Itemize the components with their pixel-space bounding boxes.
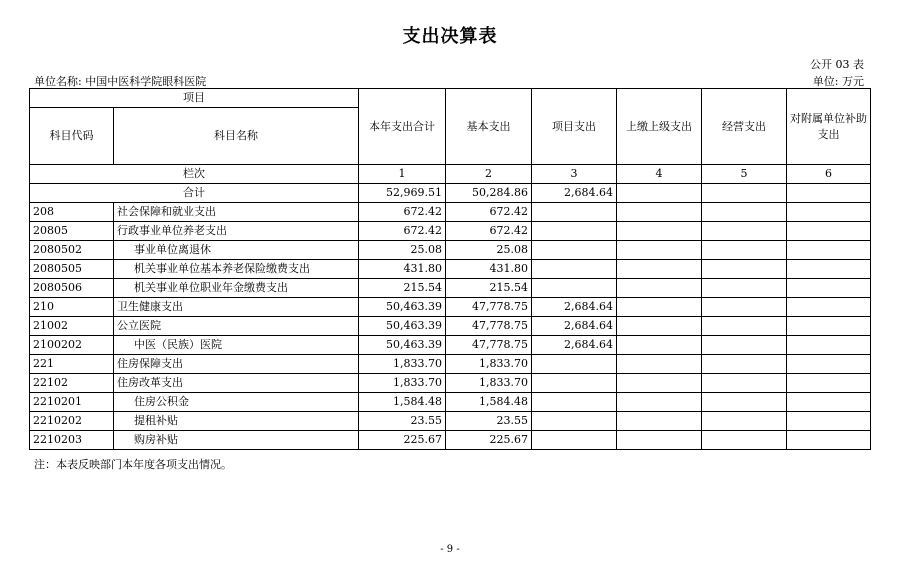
business-cell xyxy=(702,279,787,298)
total-row xyxy=(30,184,871,203)
subsidy-cell xyxy=(787,279,871,298)
header-subsidy: 对附属单位补助支出 xyxy=(787,89,871,165)
name-cell: 卫生健康支出 xyxy=(114,298,359,317)
item-cell xyxy=(532,393,617,412)
basic-cell: 47,778.75 xyxy=(446,298,532,317)
item-cell xyxy=(532,355,617,374)
item-cell xyxy=(532,412,617,431)
total-cell: 50,463.39 xyxy=(359,317,446,336)
name-cell: 住房改革支出 xyxy=(114,374,359,393)
item-cell xyxy=(532,279,617,298)
subsidy-cell xyxy=(787,412,871,431)
table-row xyxy=(30,203,871,222)
item-cell: 2,684.64 xyxy=(532,336,617,355)
header-total: 本年支出合计 xyxy=(359,89,446,165)
upper-cell xyxy=(617,336,702,355)
table-row xyxy=(30,260,871,279)
item-cell xyxy=(532,260,617,279)
upper-cell xyxy=(617,374,702,393)
table-row xyxy=(30,222,871,241)
expenditure-table xyxy=(29,88,871,450)
code-cell: 2100202 xyxy=(30,336,114,355)
upper-cell xyxy=(617,184,702,203)
subsidy-cell xyxy=(787,336,871,355)
code-cell: 210 xyxy=(30,298,114,317)
col-num: 3 xyxy=(532,165,617,184)
business-cell xyxy=(702,412,787,431)
business-cell xyxy=(702,317,787,336)
table-row xyxy=(30,336,871,355)
business-cell xyxy=(702,393,787,412)
basic-cell: 1,584.48 xyxy=(446,393,532,412)
table-row xyxy=(30,412,871,431)
subsidy-cell xyxy=(787,393,871,412)
header-name: 科目名称 xyxy=(114,108,359,165)
basic-cell: 50,284.86 xyxy=(446,184,532,203)
code-cell: 2080502 xyxy=(30,241,114,260)
code-cell: 21002 xyxy=(30,317,114,336)
basic-cell: 25.08 xyxy=(446,241,532,260)
total-cell: 23.55 xyxy=(359,412,446,431)
item-cell xyxy=(532,431,617,450)
total-cell: 52,969.51 xyxy=(359,184,446,203)
subsidy-cell xyxy=(787,298,871,317)
table-row xyxy=(30,298,871,317)
business-cell xyxy=(702,241,787,260)
subsidy-cell xyxy=(787,374,871,393)
header-upper: 上缴上级支出 xyxy=(617,89,702,165)
total-cell: 25.08 xyxy=(359,241,446,260)
unit-name: 单位名称: 中国中医科学院眼科医院 xyxy=(34,75,207,88)
subsidy-cell xyxy=(787,203,871,222)
name-cell: 住房公积金 xyxy=(114,393,359,412)
subsidy-cell xyxy=(787,222,871,241)
footnote: 注：本表反映部门本年度各项支出情况。 xyxy=(34,458,232,471)
business-cell xyxy=(702,355,787,374)
code-cell: 22102 xyxy=(30,374,114,393)
name-cell: 行政事业单位养老支出 xyxy=(114,222,359,241)
code-cell: 20805 xyxy=(30,222,114,241)
item-cell: 2,684.64 xyxy=(532,317,617,336)
code-cell: 208 xyxy=(30,203,114,222)
name-cell: 购房补贴 xyxy=(114,431,359,450)
business-cell xyxy=(702,374,787,393)
name-cell: 提租补贴 xyxy=(114,412,359,431)
currency-unit: 单位: 万元 xyxy=(812,75,864,88)
table-row xyxy=(30,279,871,298)
total-cell: 225.67 xyxy=(359,431,446,450)
table-row xyxy=(30,355,871,374)
name-cell: 机关事业单位基本养老保险缴费支出 xyxy=(114,260,359,279)
table-row xyxy=(30,317,871,336)
col-num: 1 xyxy=(359,165,446,184)
total-cell: 215.54 xyxy=(359,279,446,298)
basic-cell: 1,833.70 xyxy=(446,374,532,393)
header-business: 经营支出 xyxy=(702,89,787,165)
header-basic: 基本支出 xyxy=(446,89,532,165)
subsidy-cell xyxy=(787,317,871,336)
code-cell: 2210203 xyxy=(30,431,114,450)
total-label: 合计 xyxy=(30,184,359,203)
basic-cell: 431.80 xyxy=(446,260,532,279)
total-cell: 431.80 xyxy=(359,260,446,279)
upper-cell xyxy=(617,298,702,317)
table-row xyxy=(30,374,871,393)
basic-cell: 1,833.70 xyxy=(446,355,532,374)
name-cell: 公立医院 xyxy=(114,317,359,336)
page-title: 支出决算表 xyxy=(402,26,498,47)
subsidy-cell xyxy=(787,260,871,279)
upper-cell xyxy=(617,393,702,412)
column-label: 栏次 xyxy=(30,165,359,184)
name-cell: 中医（民族）医院 xyxy=(114,336,359,355)
item-cell xyxy=(532,374,617,393)
subsidy-cell xyxy=(787,184,871,203)
basic-cell: 225.67 xyxy=(446,431,532,450)
basic-cell: 23.55 xyxy=(446,412,532,431)
business-cell xyxy=(702,184,787,203)
business-cell xyxy=(702,298,787,317)
upper-cell xyxy=(617,203,702,222)
header-code: 科目代码 xyxy=(30,108,114,165)
subsidy-cell xyxy=(787,241,871,260)
header-project: 项目 xyxy=(30,89,359,108)
code-cell: 2080506 xyxy=(30,279,114,298)
code-cell: 221 xyxy=(30,355,114,374)
business-cell xyxy=(702,260,787,279)
total-cell: 50,463.39 xyxy=(359,336,446,355)
upper-cell xyxy=(617,260,702,279)
total-cell: 1,833.70 xyxy=(359,374,446,393)
upper-cell xyxy=(617,241,702,260)
item-cell xyxy=(532,222,617,241)
business-cell xyxy=(702,431,787,450)
subsidy-cell xyxy=(787,431,871,450)
upper-cell xyxy=(617,355,702,374)
total-cell: 50,463.39 xyxy=(359,298,446,317)
header-item: 项目支出 xyxy=(532,89,617,165)
total-cell: 1,833.70 xyxy=(359,355,446,374)
table-row xyxy=(30,241,871,260)
upper-cell xyxy=(617,317,702,336)
basic-cell: 215.54 xyxy=(446,279,532,298)
col-num: 5 xyxy=(702,165,787,184)
upper-cell xyxy=(617,279,702,298)
basic-cell: 672.42 xyxy=(446,222,532,241)
col-num: 4 xyxy=(617,165,702,184)
item-cell: 2,684.64 xyxy=(532,184,617,203)
total-cell: 672.42 xyxy=(359,203,446,222)
total-cell: 672.42 xyxy=(359,222,446,241)
subsidy-cell xyxy=(787,355,871,374)
business-cell xyxy=(702,336,787,355)
col-num: 6 xyxy=(787,165,871,184)
page-number: - 9 - xyxy=(440,544,460,555)
total-cell: 1,584.48 xyxy=(359,393,446,412)
name-cell: 机关事业单位职业年金缴费支出 xyxy=(114,279,359,298)
table-row xyxy=(30,431,871,450)
item-cell: 2,684.64 xyxy=(532,298,617,317)
table-row xyxy=(30,393,871,412)
business-cell xyxy=(702,203,787,222)
item-cell xyxy=(532,241,617,260)
form-code: 公开 03 表 xyxy=(810,58,864,71)
code-cell: 2210202 xyxy=(30,412,114,431)
code-cell: 2210201 xyxy=(30,393,114,412)
upper-cell xyxy=(617,412,702,431)
basic-cell: 47,778.75 xyxy=(446,336,532,355)
business-cell xyxy=(702,222,787,241)
name-cell: 住房保障支出 xyxy=(114,355,359,374)
name-cell: 社会保障和就业支出 xyxy=(114,203,359,222)
basic-cell: 47,778.75 xyxy=(446,317,532,336)
upper-cell xyxy=(617,222,702,241)
basic-cell: 672.42 xyxy=(446,203,532,222)
name-cell: 事业单位离退休 xyxy=(114,241,359,260)
col-num: 2 xyxy=(446,165,532,184)
upper-cell xyxy=(617,431,702,450)
code-cell: 2080505 xyxy=(30,260,114,279)
item-cell xyxy=(532,203,617,222)
